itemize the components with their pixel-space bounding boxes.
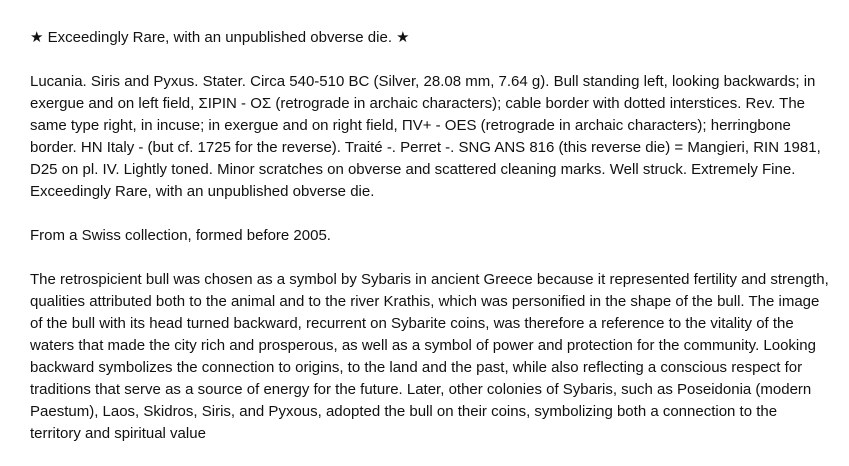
headline: ★ Exceedingly Rare, with an unpublished obverse die. ★ [30, 29, 410, 46]
description-paragraph: Lucania. Siris and Pyxus. Stater. Circa 540-510 BC (Silver, 28.08 mm, 7.64 g). Bull standing left, looking backwards; in exergue and on left field, ΣIPIN - OΣ (retrograde in archaic characters); cable border with dotted interstices. Rev. The same type right, in incuse; in exergue and on right field, ΠV+ - OES (retrograde in archaic characters); herringbone border. HN Italy - (but cf. 1725 for the reverse). Traité -. Perret -. SNG ANS 816 (this reverse die) = Mangieri, RIN 1981, D25 on pl. IV. Lightly toned. Minor scratches on obverse and scattered cleaning marks. Well struck. Extremely Fine. Exceedingly Rare, with an unpublished obverse die. [30, 73, 821, 200]
commentary-paragraph: The retrospicient bull was chosen as a symbol by Sybaris in ancient Greece because it represented fertility and strength, qualities attributed both to the animal and to the river Krathis, which was personified in the shape of the bull. The image of the bull with its head turned backward, recurrent on Sybarite coins, was therefore a reference to the vitality of the waters that made the city rich and prosperous, as well as a symbol of power and protection for the community. Looking backward symbolizes the connection to origins, to the land and the past, while also reflecting a conscious respect for traditions that serve as a source of energy for the future. Later, other colonies of Sybaris, such as Poseidonia (modern Paestum), Laos, Skidros, Siris, and Pyxous, adopted the bull on their coins, symbolizing both a connection to the territory and spiritual value [30, 271, 829, 442]
provenance-paragraph: From a Swiss collection, formed before 2005. [30, 227, 331, 244]
